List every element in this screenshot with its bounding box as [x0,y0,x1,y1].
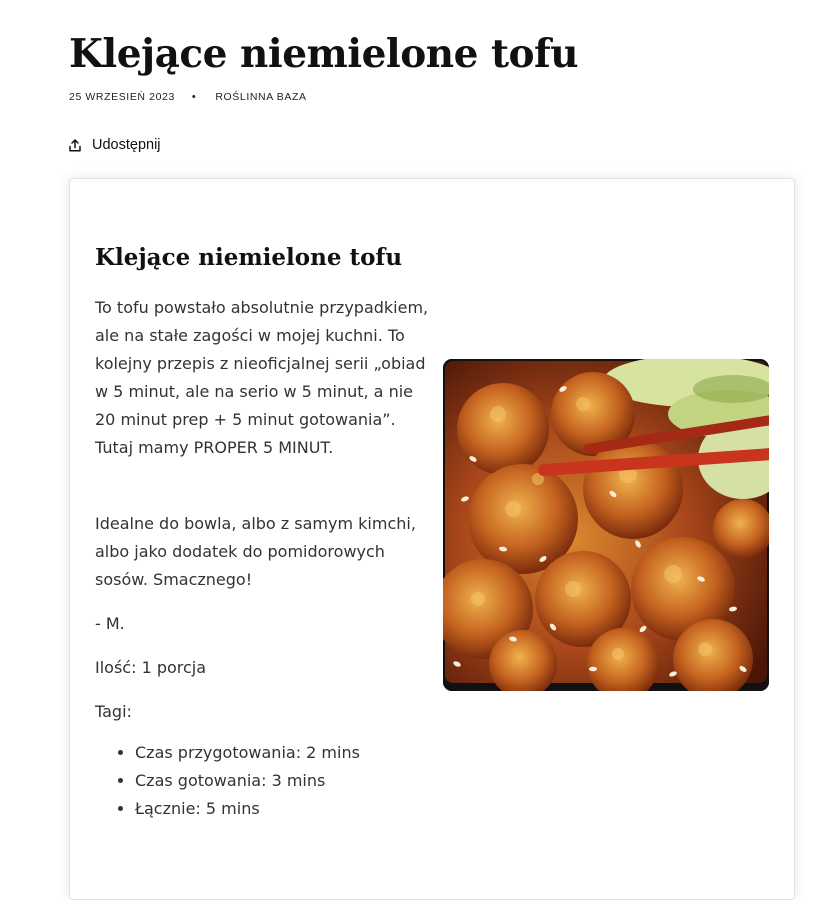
share-icon [69,139,81,152]
recipe-description: Idealne do bowla, albo z samym kimchi, albo jako dodatek do pomidorowych sosów. Smacznego! [95,514,416,589]
tag-item-prep-time: • Czas przygotowania: 2 mins [135,739,425,767]
recipe-signature: - M. [95,614,125,633]
recipe-servings: Ilość: 1 porcja [95,658,207,677]
recipe-tags-label: Tagi: [95,702,132,721]
recipe-photo [443,359,769,691]
post-category-link[interactable]: ROŚLINNA BAZA [215,91,307,103]
tofu-photo-icon [443,359,769,691]
recipe-card [69,178,795,900]
tag-item-total-time: • Łącznie: 5 mins [135,795,425,823]
recipe-tags-list [95,739,425,823]
meta-separator: • [191,91,197,103]
share-button[interactable] [69,137,161,153]
post-date: 25 WRZESIEŃ 2023 [69,91,175,103]
recipe-title: Klejące niemielone tofu [95,244,403,271]
post-meta [69,90,307,104]
recipe-intro: To tofu powstało absolutnie przypadkiem, ale na stałe zagości w mojej kuchni. To kolejny przepis z nieoficjalnej serii „obiad w 5 minut, ale na serio w 5 minut, a nie 20 minut prep + 5 minut gotowania”. Tutaj mamy PROPER 5 MINUT. [95,298,429,457]
tag-item-cook-time: • Czas gotowania: 3 mins [135,767,425,795]
page-title: Klejące niemielone tofu [69,31,579,77]
share-label: Udostępnij [92,137,161,153]
